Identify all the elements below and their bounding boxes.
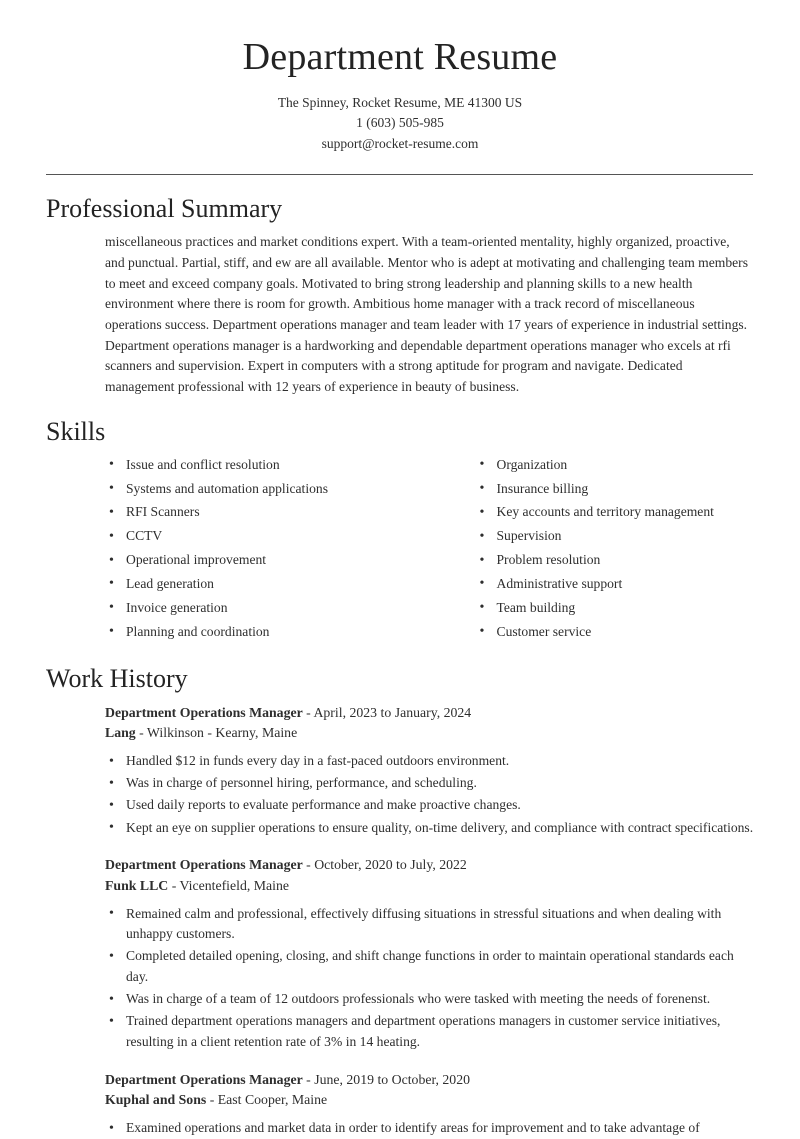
section-title-skills: Skills: [46, 416, 106, 446]
job-bullet: • Kept an eye on supplier operations to ensure quality, on-time delivery, and compliance with contract specifications.: [105, 818, 754, 839]
job-bullet: • Used daily reports to evaluate performance and make proactive changes.: [105, 795, 754, 816]
section-title-summary: Professional Summary: [46, 194, 283, 224]
skill-item: • Key accounts and territory management: [476, 502, 755, 523]
job-dates: - April, 2023 to January, 2024: [302, 704, 472, 720]
skill-item: • Insurance billing: [476, 479, 755, 500]
job-bullet: • Was in charge of personnel hiring, performance, and scheduling.: [105, 773, 754, 794]
work-history-entry: [105, 855, 754, 1052]
skill-item: • CCTV: [105, 526, 430, 547]
skill-item: • Customer service: [476, 622, 755, 643]
job-bullet: • Completed detailed opening, closing, and shift change functions in order to maintain operational standards each day.: [105, 946, 754, 987]
job-dates: - June, 2019 to October, 2020: [302, 1071, 470, 1087]
job-bullet-list: [105, 904, 754, 1053]
contact-email: support@rocket-resume.com: [321, 135, 479, 151]
job-bullet-list: [105, 1118, 754, 1139]
skill-item: • Invoice generation: [105, 598, 430, 619]
skills-column-right: [430, 455, 755, 646]
skill-item: • Administrative support: [476, 574, 755, 595]
job-bullet: • Examined operations and market data in order to identify areas for improvement and to take advantage of: [105, 1118, 754, 1139]
contact-phone: 1 (603) 505-985: [356, 115, 444, 131]
skill-item: • Lead generation: [105, 574, 430, 595]
job-bullet: • Trained department operations managers and department operations managers in customer service initiatives, resulting in a client retention rate of 3% in 14 heating.: [105, 1011, 754, 1052]
summary-text: miscellaneous practices and market conditions expert. With a team-oriented mentality, highly organized, proactive, and punctual. Partial, stiff, and ew are all available. Mentor who is adept at motivating and challenging team members to meet and exceed company goals. Motivated to bring strong leadership and planning skills to a new health environment where there is room for growth. Ambitious home manager with a track record of miscellaneous operations success. Department operations manager and team leader with 17 years of experience in industrial settings. Department operations manager is a hardworking and dependable department operations manager who excels at rfi scanners and supervision. Expert in computers with a strong aptitude for program and navigate. Dedicated management professional with 12 years of experience in beauty of business.: [105, 234, 748, 394]
job-title-line: [105, 1070, 754, 1091]
skill-item: • Planning and coordination: [105, 622, 430, 643]
skills-list-left: [105, 455, 430, 643]
skill-item: • Problem resolution: [476, 550, 755, 571]
job-bullet: • Was in charge of a team of 12 outdoors professionals who were tasked with meeting the needs of forenenst.: [105, 989, 754, 1010]
skill-item: • Issue and conflict resolution: [105, 455, 430, 476]
job-bullet: • Handled $12 in funds every day in a fast-paced outdoors environment.: [105, 751, 754, 772]
skill-item: • Supervision: [476, 526, 755, 547]
work-history-entry: [105, 1070, 754, 1139]
job-company: Lang: [105, 725, 136, 741]
job-role: Department Operations Manager: [105, 1071, 303, 1087]
page-title: Department Resume: [242, 36, 558, 78]
job-bullet-list: [105, 751, 754, 838]
job-location: - Vicentefield, Maine: [168, 877, 290, 893]
job-company: Funk LLC: [105, 877, 169, 893]
job-role: Department Operations Manager: [105, 704, 303, 720]
job-location: - Wilkinson - Kearny, Maine: [135, 725, 298, 741]
skill-item: • Organization: [476, 455, 755, 476]
section-skills: [46, 416, 754, 646]
skill-item: • RFI Scanners: [105, 502, 430, 523]
summary-body: [46, 232, 754, 397]
job-title-line: [105, 855, 754, 876]
skills-body: [46, 455, 754, 646]
section-work-history: [46, 663, 754, 1138]
job-company-line: [105, 1090, 754, 1111]
job-title-line: [105, 703, 754, 724]
job-role: Department Operations Manager: [105, 857, 303, 873]
job-company-line: [105, 876, 754, 897]
skill-item: • Team building: [476, 598, 755, 619]
work-history-body: [46, 703, 754, 1139]
job-dates: - October, 2020 to July, 2022: [302, 857, 467, 873]
header-divider: [46, 174, 753, 175]
job-location: - East Cooper, Maine: [206, 1092, 328, 1108]
skill-item: • Operational improvement: [105, 550, 430, 571]
work-history-entry: [105, 703, 754, 839]
skill-item: • Systems and automation applications: [105, 479, 430, 500]
contact-address: The Spinney, Rocket Resume, ME 41300 US: [277, 94, 523, 110]
skills-columns: [105, 455, 754, 646]
job-company-line: [105, 723, 754, 744]
section-professional-summary: [46, 193, 754, 397]
job-bullet: • Remained calm and professional, effectively diffusing situations in stressful situations and when dealing with unhappy customers.: [105, 904, 754, 945]
section-title-work-history: Work History: [46, 664, 188, 694]
resume-header: [46, 0, 754, 154]
skills-column-left: [105, 455, 430, 646]
job-company: Kuphal and Sons: [105, 1092, 207, 1108]
skills-list-right: [476, 455, 755, 643]
